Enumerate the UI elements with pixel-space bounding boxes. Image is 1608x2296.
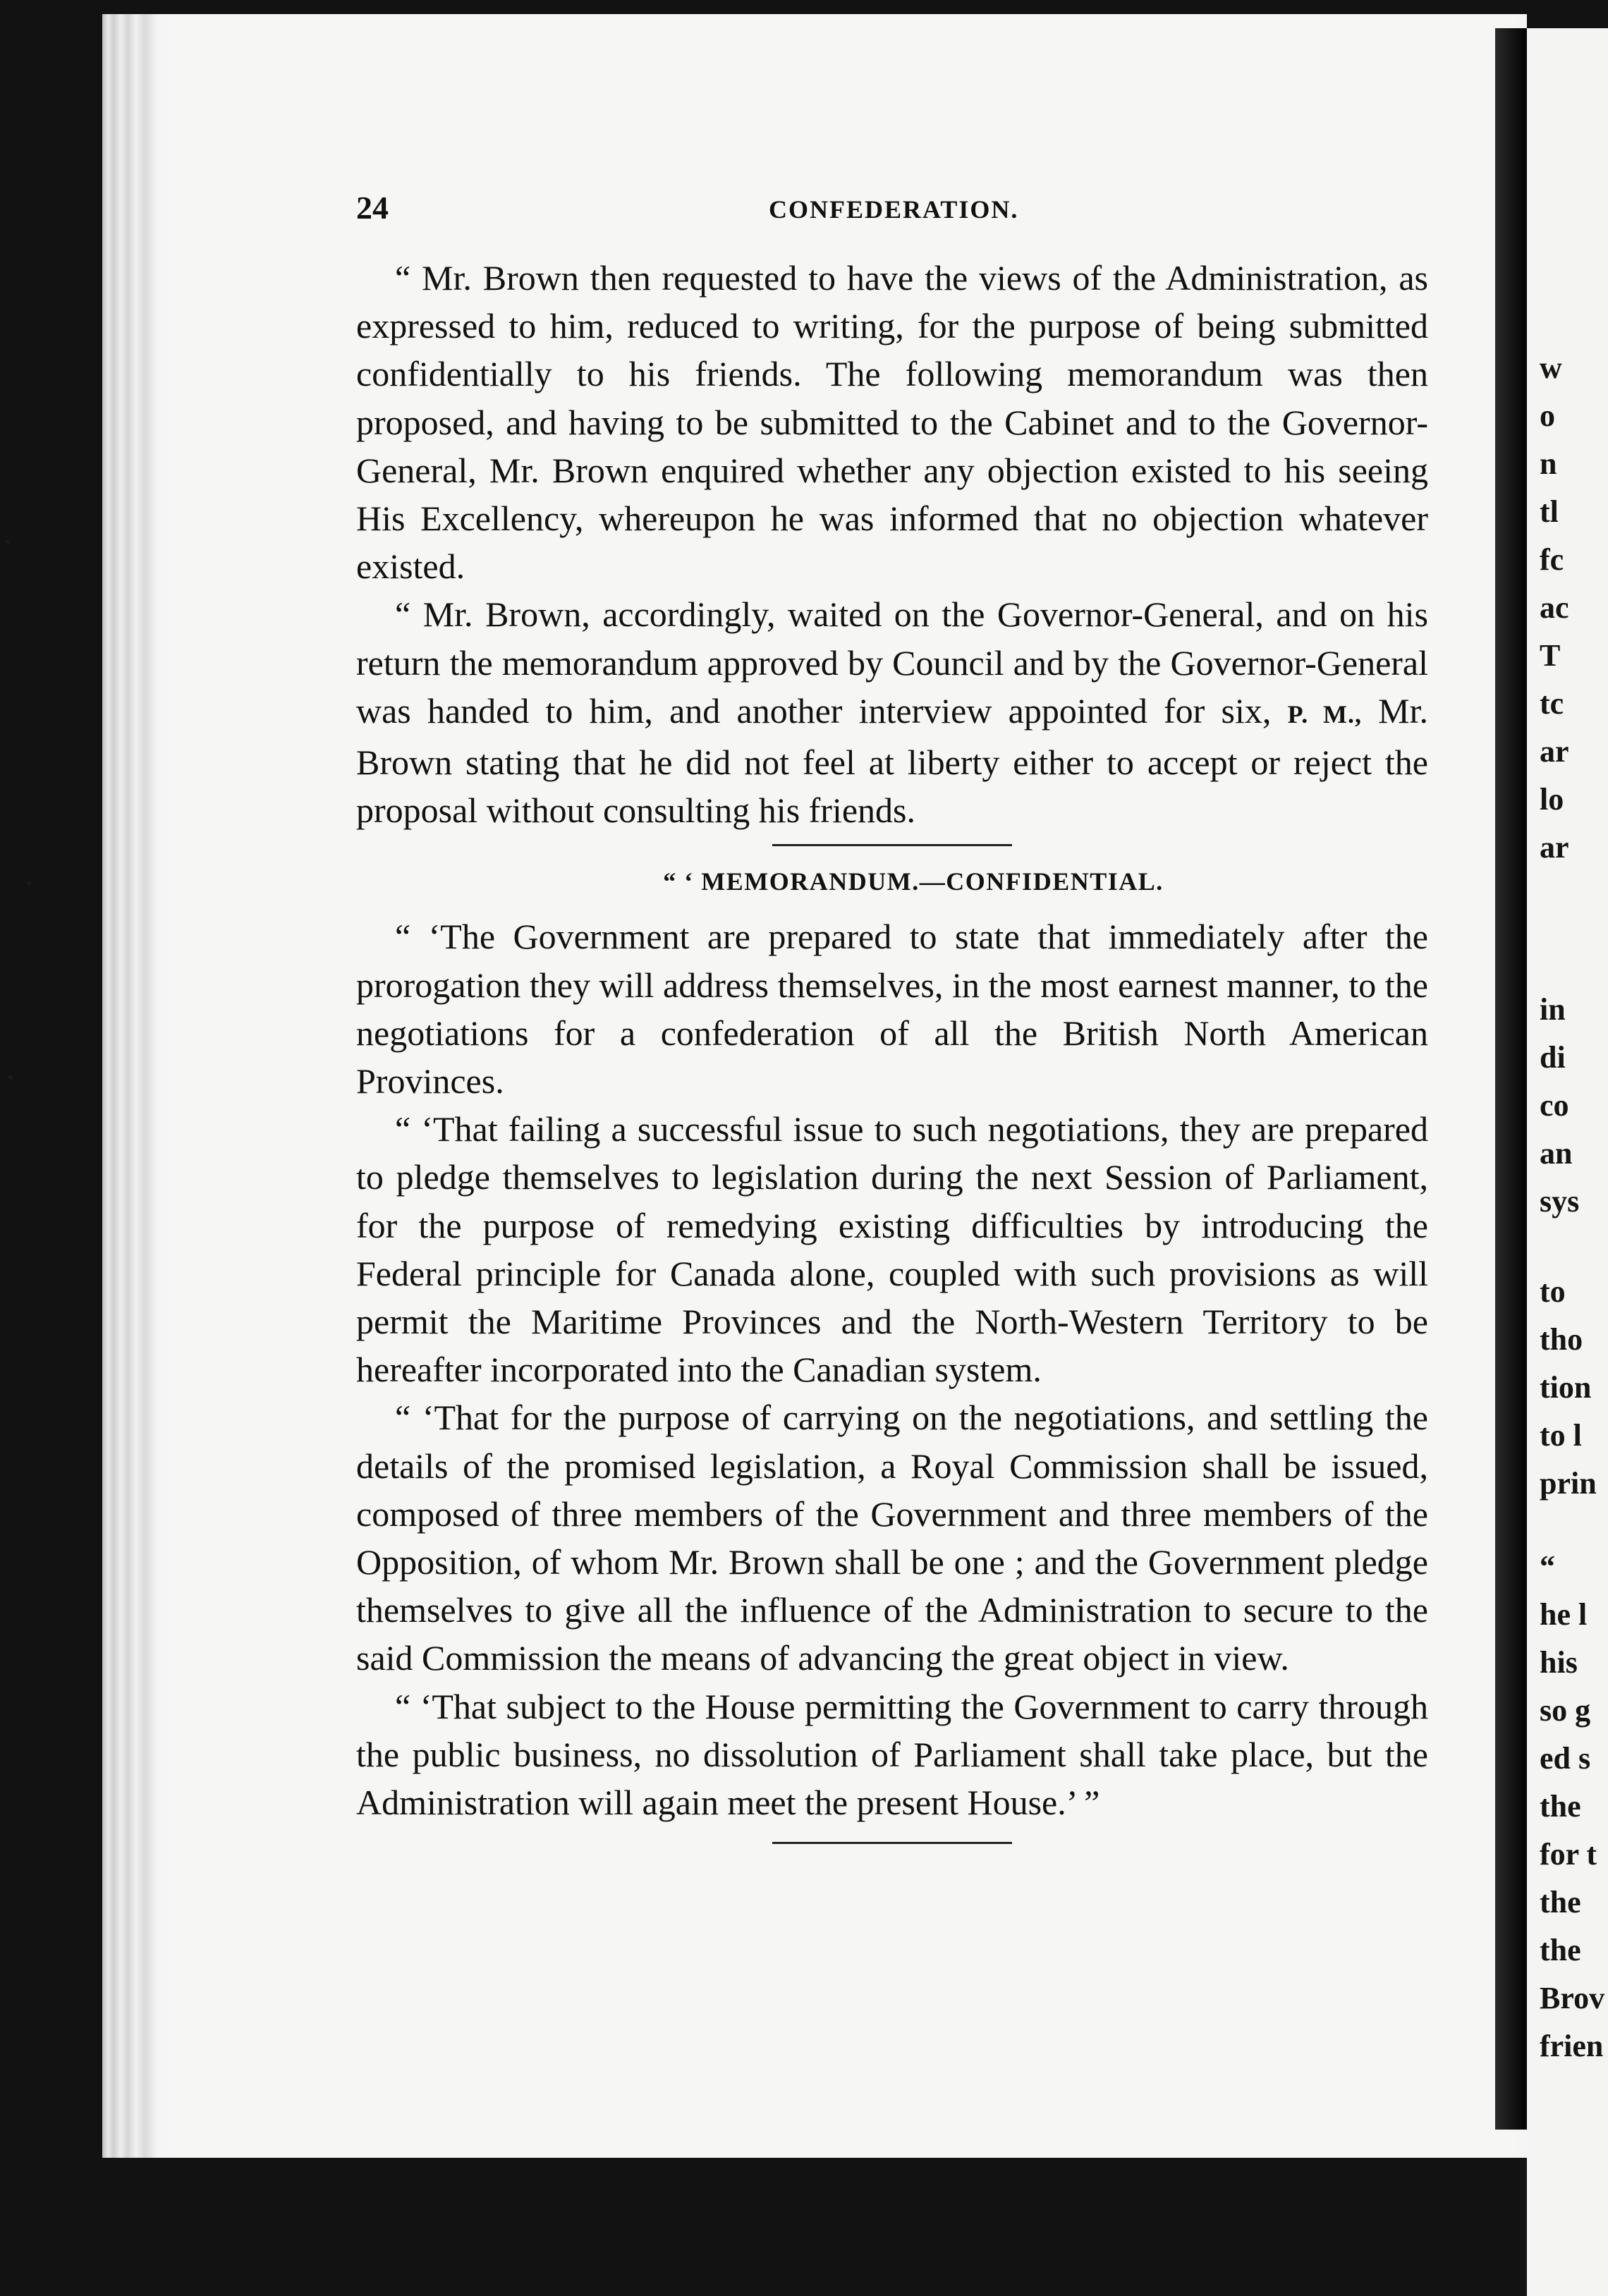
- page-header: [356, 189, 1428, 231]
- facing-page-fragment: ar: [1540, 734, 1569, 769]
- facing-page-fragment: for t: [1540, 1837, 1597, 1871]
- facing-page-fragment: ac: [1540, 590, 1569, 625]
- memorandum-paragraph: “ ‘That subject to the House permitting the Government to carry through the public business, no dissolution of Parliament shall take place, but the Administration will again meet the present House.’ ”: [356, 1686, 1428, 1823]
- facing-page-fragment: in: [1540, 992, 1566, 1027]
- section-divider: [772, 844, 1012, 846]
- facing-page-fragment: “: [1540, 1549, 1555, 1584]
- facing-page-fragment: di: [1540, 1040, 1566, 1075]
- running-head: CONFEDERATION.: [769, 195, 1019, 224]
- facing-page-fragment: w: [1540, 350, 1562, 385]
- facing-page-fragment: the: [1540, 1933, 1581, 1967]
- paragraph-text: “ Mr. Brown, accordingly, waited on the Governor-General, and on his return the memorandum approved by Council and by the Governor-General was handed to him, and another interview appointed for six,: [356, 594, 1428, 731]
- paragraph: [356, 590, 1428, 834]
- facing-page-fragment: o: [1540, 398, 1555, 433]
- facing-page-fragment: tl: [1540, 494, 1559, 529]
- facing-page-fragment: to l: [1540, 1418, 1582, 1453]
- facing-page-fragment: sys: [1540, 1184, 1580, 1219]
- paragraph: “ Mr. Brown then requested to have the views of the Administration, as expressed to him, reduced to writing, for the purpose of being submitted confidentially to his friends. The following memorandum was then proposed, and having to be submitted to the Cabinet and to the Governor-General, Mr. Brown enquired whether any objection existed to his seeing His Excellency, whereupon he was informed that no objection whatever existed.: [356, 258, 1428, 587]
- section-divider: [772, 1842, 1012, 1844]
- facing-page-fragment: so g: [1540, 1693, 1591, 1728]
- memorandum-heading: “ ‘ MEMORANDUM.—CONFIDENTIAL.: [663, 867, 1164, 896]
- facing-page-fragment: tc: [1540, 686, 1564, 721]
- facing-page-fragment: the: [1540, 1789, 1581, 1824]
- memorandum-paragraph: “ ‘That for the purpose of carrying on the negotiations, and settling the details of the promised legislation, a Royal Commission shall be issued, composed of three members of the Government and three members of the Opposition, of whom Mr. Brown shall be one ; and the Government pledge themselves to give all the influence of the Administration to secure to the said Commission the means of advancing the great object in view.: [356, 1398, 1428, 1678]
- facing-page-fragment: he l: [1540, 1597, 1588, 1632]
- scan-speck: [6, 539, 10, 544]
- facing-page-fragment: T: [1540, 638, 1561, 673]
- memorandum-paragraph: “ ‘That failing a successful issue to such negotiations, they are prepared to pledge themselves to legislation during the next Session of Parliament, for the purpose of remedying existing difficulties by introducing the Federal principle for Canada alone, coupled with such provisions as will permit the Maritime Provinces and the North-Western Territory to be hereafter incorporated into the Canadian system.: [356, 1109, 1428, 1390]
- facing-page-fragment: ar: [1540, 830, 1569, 865]
- scan-speck: [8, 1075, 13, 1080]
- facing-page-fragment: tho: [1540, 1322, 1583, 1357]
- facing-page-fragment: lo: [1540, 782, 1564, 817]
- paragraph-text: Mr. Brown stating that he did not feel at liberty either to accept or reject the proposal without consulting his friends.: [356, 690, 1429, 831]
- facing-page: [1527, 28, 1608, 2296]
- page-number: 24: [356, 190, 389, 226]
- facing-page-fragment: his: [1540, 1645, 1578, 1680]
- scan-speck: [27, 881, 31, 886]
- memorandum-paragraph: “ ‘The Government are prepared to state that immediately after the prorogation they will address themselves, in the most earnest manner, to the negotiations for a confederation of all the British North American Provinces.: [356, 917, 1428, 1101]
- facing-page-fragment: ed s: [1540, 1741, 1591, 1776]
- facing-page-fragment: co: [1540, 1088, 1569, 1123]
- facing-page-fragment: n: [1540, 446, 1557, 481]
- time-abbreviation: P. M.,: [1287, 700, 1362, 728]
- facing-page-fragment: to: [1540, 1274, 1566, 1309]
- facing-page-fragment: frien: [1540, 2029, 1604, 2063]
- facing-page-fragment: fc: [1540, 542, 1564, 577]
- facing-page-fragment: prin: [1540, 1466, 1597, 1501]
- facing-page-fragment: the: [1540, 1885, 1581, 1919]
- page-body: [356, 254, 1428, 1858]
- facing-page-fragment: tion: [1540, 1370, 1592, 1405]
- facing-page-fragment: an: [1540, 1136, 1573, 1171]
- facing-page-fragment: Brov: [1540, 1981, 1605, 2015]
